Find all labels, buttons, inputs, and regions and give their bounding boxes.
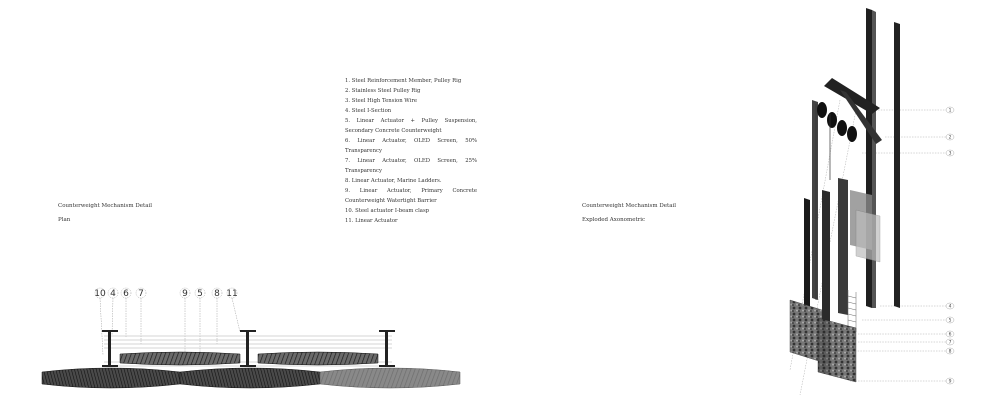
callout-label: 5 [197,289,203,299]
callout-label: 9 [182,289,188,299]
legend-item: 2. Stainless Steel Pulley Rig [345,88,421,94]
tag-9 [946,378,954,385]
legend-item: 3. Steel High Tension Wire [345,98,418,104]
tag-8 [946,348,954,355]
legend-item: 1. Steel Reinforcement Member, Pulley Rig [345,78,462,84]
plan-subtitle: Plan [58,217,71,223]
callout-label: 10 [94,289,106,299]
callout-label: 4 [110,289,116,299]
legend-item: 8. Linear Actuator, Marine Ladders. [345,178,442,184]
tag-label: 6 [948,332,952,338]
tag-label: 5 [948,318,952,324]
tag-3 [946,150,954,157]
legend-item: 9. Linear Actuator, Primary Concrete Counterweight Watertight Barrier [345,188,477,204]
tag-7 [946,339,954,346]
axon-tags [946,107,954,385]
legend-item: 5. Linear Actuator + Pulley Suspension, Secondary Concrete Counterweight [345,118,477,134]
tag-label: 8 [948,349,952,355]
tag-5 [946,317,954,324]
tag-label: 9 [948,379,952,385]
axon-subtitle: Exploded Axonometric [582,217,646,223]
legend-item: 10. Steel actuator I-beam clasp [345,208,430,214]
steel-reinforcement-member [866,8,900,308]
axon-title: Counterweight Mechanism Detail [582,203,676,209]
tag-label: 7 [948,340,952,346]
callout-label: 7 [138,289,144,299]
tag-label: 2 [948,135,952,141]
tag-4 [946,303,954,310]
tag-label: 3 [948,151,952,157]
callout-label: 11 [226,289,238,299]
plan-title: Counterweight Mechanism Detail [58,203,152,209]
tag-6 [946,331,954,338]
callout-label: 6 [123,289,129,299]
tag-1 [946,107,954,114]
legend-item: 11. Linear Actuator [345,218,398,224]
callout-label: 8 [214,289,220,299]
tag-label: 4 [948,304,952,310]
tag-2 [946,134,954,141]
legend-item: 6. Linear Actuator, OLED Screen, 50% Transparency [345,138,477,154]
legend-item: 4. Steel I-Section [345,108,392,114]
legend-item: 7. Linear Actuator, OLED Screen, 25% Transparency [345,158,477,174]
marine-ladder [848,290,856,332]
tag-label: 1 [948,108,952,114]
